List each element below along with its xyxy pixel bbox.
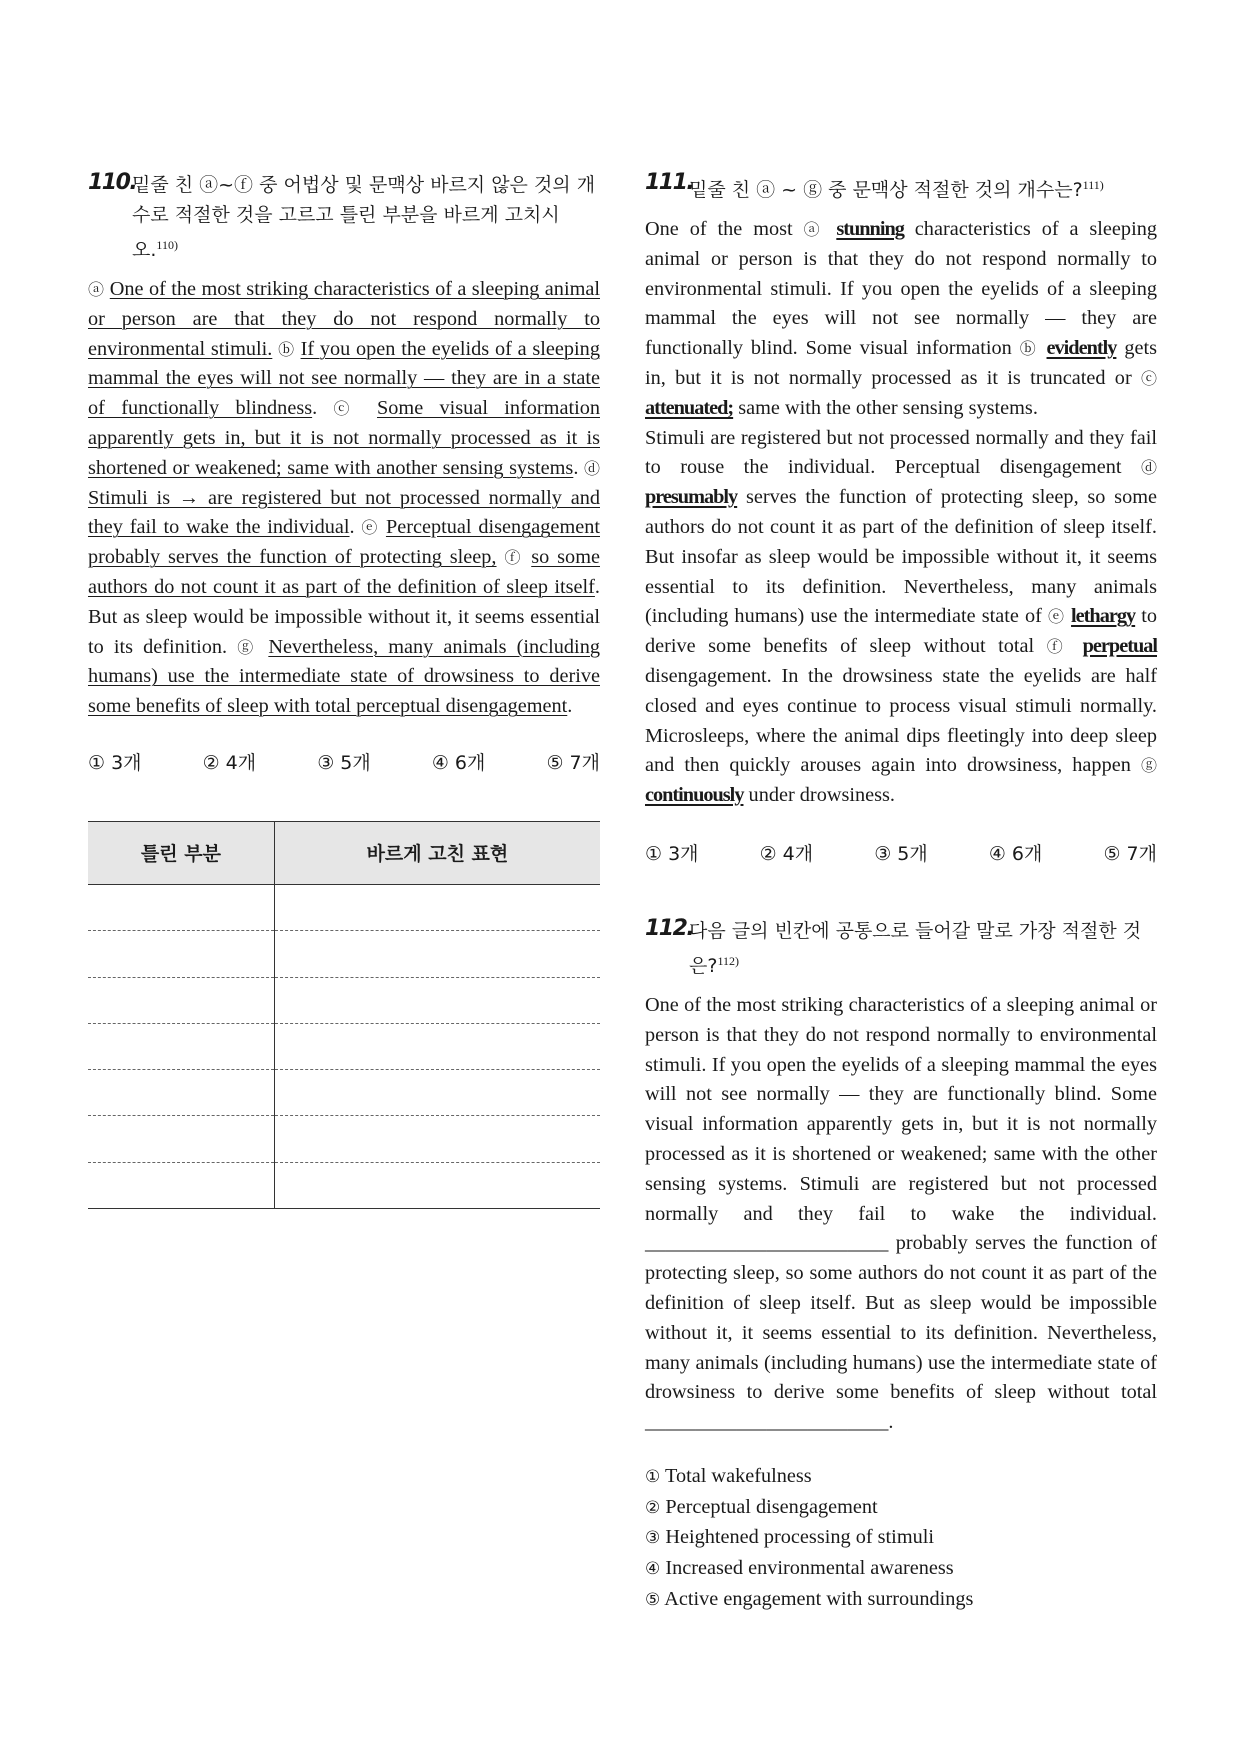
choice-4[interactable]: ④ 6개 [431,751,486,774]
question-112 [645,916,1157,1616]
passage-text: serves the function of protecting sleep, so some authors do not count it as part of the definition of sleep itself. But insofar as sleep would be impossible without it, it seems essential to its definition. Nevertheless, many animals (including humans) use the intermediate state of [645,486,1157,628]
marker-f: ⓕ [504,548,524,568]
choice-number: ② [645,1497,661,1518]
passage-text: same with the other sensing systems. [738,396,1038,419]
correction-cell[interactable] [274,1116,600,1162]
choice-number: ③ [645,1528,661,1549]
passage-text: gets in, but it is not normally processed as it is truncated or [645,337,1157,389]
choice-1[interactable]: ① 3개 [88,751,142,774]
footnote-ref: 111) [1082,178,1104,192]
target-word-c: attenuated; [645,396,734,419]
correction-cell[interactable] [274,931,600,977]
question-prompt: 다음 글의 빈칸에 공통으로 들어갈 말로 가장 적절한 것은? [689,919,1142,977]
choice-2[interactable]: ② 4개 [202,751,257,774]
marker-f: ⓕ [1046,637,1071,657]
answer-blank[interactable]: ________________________ [645,1411,889,1434]
correction-cell[interactable] [274,1023,600,1069]
sentence-a: One of the most striking characteristics of a sleeping animal or person are that they do not respond normally to environmental stimuli. [88,278,600,360]
answer-choices [645,1462,1157,1616]
choice-2[interactable] [645,1493,1157,1524]
passage-text: characteristics of a sleeping animal or person is that they do not respond normally to environmental stimuli. If you open the eyelids of a sleeping mammal the eyes will not see normally — they are functionally blind. Some visual information [645,218,1157,360]
choice-5[interactable]: ⑤ 7개 [1103,842,1157,865]
choice-1[interactable]: ① 3개 [645,842,699,865]
correction-table [88,821,600,1209]
choice-4[interactable] [645,1554,1157,1585]
marker-e: ⓔ [361,518,380,538]
target-word-a: stunning [836,218,904,240]
table-row [88,977,600,1023]
question-number: 111. [645,170,694,195]
passage-text: Stimuli are registered but not processed normally and they fail to rouse the individual. Perceptual disengagement [645,426,1157,479]
passage-end: . [888,1411,894,1434]
wrong-part-cell[interactable] [88,1116,274,1162]
choice-number: ⑤ [645,1590,661,1611]
question-number: 112. [645,915,694,941]
choice-4[interactable]: ④ 6개 [988,842,1043,865]
target-word-f: perpetual [1082,635,1157,658]
wrong-part-cell[interactable] [88,1070,274,1116]
choice-text: Active engagement with surroundings [664,1588,974,1611]
table-row [88,1023,600,1069]
passage-text: One of the most striking characteristics of a sleeping animal or person is that they do not respond normally to environmental stimuli. If you open the eyelids of a sleeping mammal the eyes will not see normally — they are functionally blind. Some visual information apparently gets in, but it is not normally processed as it is shortened or weakened; same with the other sensing systems. Stimuli are registered but not processed normally and they fail to wake the individual. [645,993,1157,1225]
table-row [88,1116,600,1162]
target-word-g: continuously [645,784,744,807]
wrong-part-cell[interactable] [88,931,274,977]
column-header-correction: 바르게 고친 표현 [274,821,600,884]
passage-text: to derive some benefits of sleep without total [645,605,1157,658]
choice-text: Perceptual disengagement [665,1495,878,1518]
passage [645,215,1157,811]
marker-b: ⓑ [1019,339,1039,359]
passage-text: disengagement. In the drowsiness state the eyelids are half closed and eyes continue to process visual stimuli normally. Microsleeps, where the animal dips fleetingly into deep sleep and then quickly arouses again into drowsiness, happen [645,664,1157,777]
marker-d: ⓓ [1140,458,1157,478]
correction-cell[interactable] [274,884,600,930]
footnote-ref: 112) [717,953,740,968]
correction-cell[interactable] [274,1162,600,1208]
marker-c: ⓒ [1140,368,1157,388]
question-110 [88,170,600,1209]
question-110-header [88,170,600,265]
table-row [88,931,600,977]
question-112-header [645,916,1157,981]
correction-cell[interactable] [274,1070,600,1116]
plain-sentence: But as sleep would be impossible without it, it seems essential to its definition. [88,605,600,658]
marker-e: ⓔ [1047,607,1065,627]
choice-number: ④ [645,1559,661,1580]
wrong-part-cell[interactable] [88,1162,274,1208]
marker-g: ⓖ [1140,756,1157,776]
answer-choices [88,748,600,775]
footnote-ref: 110) [156,238,178,252]
marker-a: ⓐ [803,220,826,239]
marker-b: ⓑ [278,339,295,359]
target-word-e: lethargy [1071,605,1136,628]
sentence-d: Stimuli is → are registered but not processed normally and they fail to wake the individual [88,486,600,539]
choice-3[interactable] [645,1523,1157,1554]
question-prompt: 밑줄 친 ⓐ~ⓕ 중 어법상 및 문맥상 바르지 않은 것의 개수로 적절한 것을 고르고 틀린 부분을 바르게 고치시오. [132,174,596,261]
choice-3[interactable]: ③ 5개 [874,842,928,865]
sentence-g: Nevertheless, many animals (including humans) use the intermediate state of drowsiness to derive some benefits of sleep with total perceptual disengagement [88,635,600,718]
column-header-wrong-part: 틀린 부분 [88,821,274,884]
wrong-part-cell[interactable] [88,1023,274,1069]
marker-a: ⓐ [88,280,105,299]
correction-cell[interactable] [274,977,600,1023]
choice-3[interactable]: ③ 5개 [317,751,371,774]
answer-choices [645,839,1157,866]
table-row [88,1070,600,1116]
question-number: 110. [88,170,137,195]
marker-c: ⓒ [333,399,361,419]
wrong-part-cell[interactable] [88,884,274,930]
marker-d: ⓓ [584,458,601,478]
passage-text: One of the most [645,218,793,240]
sentence-c: Some visual information apparently gets in, but it is not normally processed as it is shortened or weakened; same with another sensing systems [88,397,600,479]
right-column [645,170,1157,1616]
wrong-part-cell[interactable] [88,977,274,1023]
choice-5[interactable]: ⑤ 7개 [546,751,600,774]
table-row [88,1162,600,1208]
marker-g: ⓖ [237,637,259,657]
sentence-e: Perceptual disengagement probably serves the function of protecting sleep, [88,516,600,569]
passage: ⓐ One of the most striking characteristics of a sleeping animal or person are that they do not respond normally to environmental stimuli. ⓑ If you open the eyelids of a sleeping mammal the eyes will not see normally — they are in a state of functionally blindness. ⓒ Some visual information apparently gets in, but it is not normally processed as it is shortened or weakened; same with another sensing systems. ⓓ Stimuli is → are registered but not processed normally and they fail to wake the individual. ⓔ Perceptual disengagement probably serves the function of protecting sleep, ⓕ so some authors do not count it as part of the definition of sleep itself. But as sleep would be impossible without it, it seems essential to its definition. ⓖ Nevertheless, many animals (including humans) use the intermediate state of drowsiness to derive some benefits of sleep with total perceptual disengagement. [88,278,601,718]
choice-5[interactable] [645,1585,1157,1616]
passage-text: under drowsiness. [748,784,896,807]
question-prompt: 밑줄 친 ⓐ ~ ⓖ 중 문맥상 적절한 것의 개수는? [689,179,1083,201]
choice-number: ① [645,1466,661,1487]
choice-text: Heightened processing of stimuli [665,1526,935,1549]
passage [645,991,1157,1438]
passage-text: probably serves the function of protecting sleep, so some authors do not count it as part of the definition of sleep itself. But as sleep would be impossible without it, it seems essential to its definition. Nevertheless, many animals (including humans) use the intermediate state of drowsiness to derive some benefits of sleep without total [645,1232,1157,1404]
target-word-d: presumably [645,486,738,509]
answer-blank[interactable]: ________________________ [645,1232,889,1255]
sentence-b: If you open the eyelids of a sleeping mammal the eyes will not see normally — they are in a state of functionally blindness [88,337,600,420]
table-row [88,884,600,930]
question-111-header [645,170,1157,205]
choice-text: Increased environmental awareness [665,1557,954,1580]
choice-1[interactable] [645,1462,1157,1493]
target-word-b: evidently [1046,337,1117,360]
choice-text: Total wakefulness [664,1464,812,1487]
choice-2[interactable]: ② 4개 [759,842,814,865]
sentence-f: so some authors do not count it as part of the definition of sleep itself [88,546,600,598]
question-111 [645,170,1157,866]
